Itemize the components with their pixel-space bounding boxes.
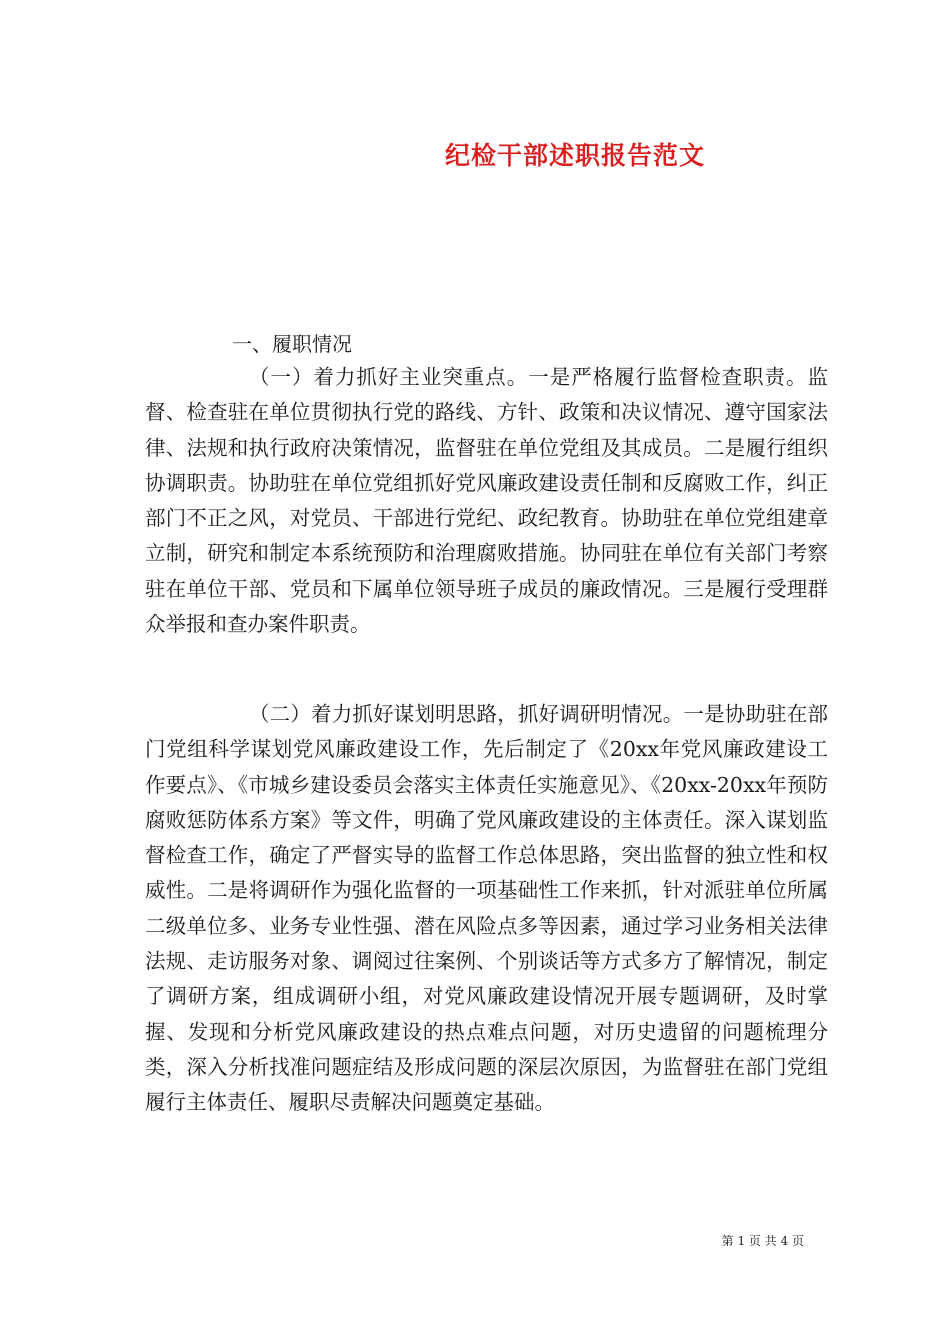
section-heading: 一、履职情况 [232, 332, 352, 356]
page-footer: 第 1 页 共 4 页 [721, 1234, 804, 1248]
paragraph-2: （二）着力抓好谋划明思路，抓好调研明情况。一是协助驻在部门党组科学谋划党风廉政建设工作，先后制定了《20xx年党风廉政建设工作要点》、《市城乡建设委员会落实主体责任实施意见》、《20xx-20xx年预防腐败惩防体系方案》等文件，明确了党风廉政建设的主体责任。深入谋划监督检查工作，确定了严督实导的监督工作总体思路，突出监督的独立性和权威性。二是将调研作为强化监督的一项基础性工作来抓，针对派驻单位所属二级单位多、业务专业性强、潜在风险点多等因素，通过学习业务相关法律法规、走访服务对象、调阅过往案例、个别谈话等方式多方了解情况，制定了调研方案，组成调研小组，对党风廉政建设情况开展专题调研，及时掌握、发现和分析党风廉政建设的热点难点问题，对历史遗留的问题梳理分类，深入分析找准问题症结及形成问题的深层次原因，为监督驻在部门党组履行主体责任、履职尽责解决问题奠定基础。 [145, 702, 828, 1115]
document-title: 纪检干部述职报告范文 [444, 141, 705, 170]
paragraph-1: （一）着力抓好主业突重点。一是严格履行监督检查职责。监督、检查驻在单位贯彻执行党的路线、方针、政策和决议情况、遵守国家法律、法规和执行政府决策情况，监督驻在单位党组及其成员。二是履行组织协调职责。协助驻在单位党组抓好党风廉政建设责任制和反腐败工作，纠正部门不正之风，对党员、干部进行党纪、政纪教育。协助驻在单位党组建章立制，研究和制定本系统预防和治理腐败措施。协同驻在单位有关部门考察驻在单位干部、党员和下属单位领导班子成员的廉政情况。三是履行受理群众举报和查办案件职责。 [145, 365, 828, 637]
